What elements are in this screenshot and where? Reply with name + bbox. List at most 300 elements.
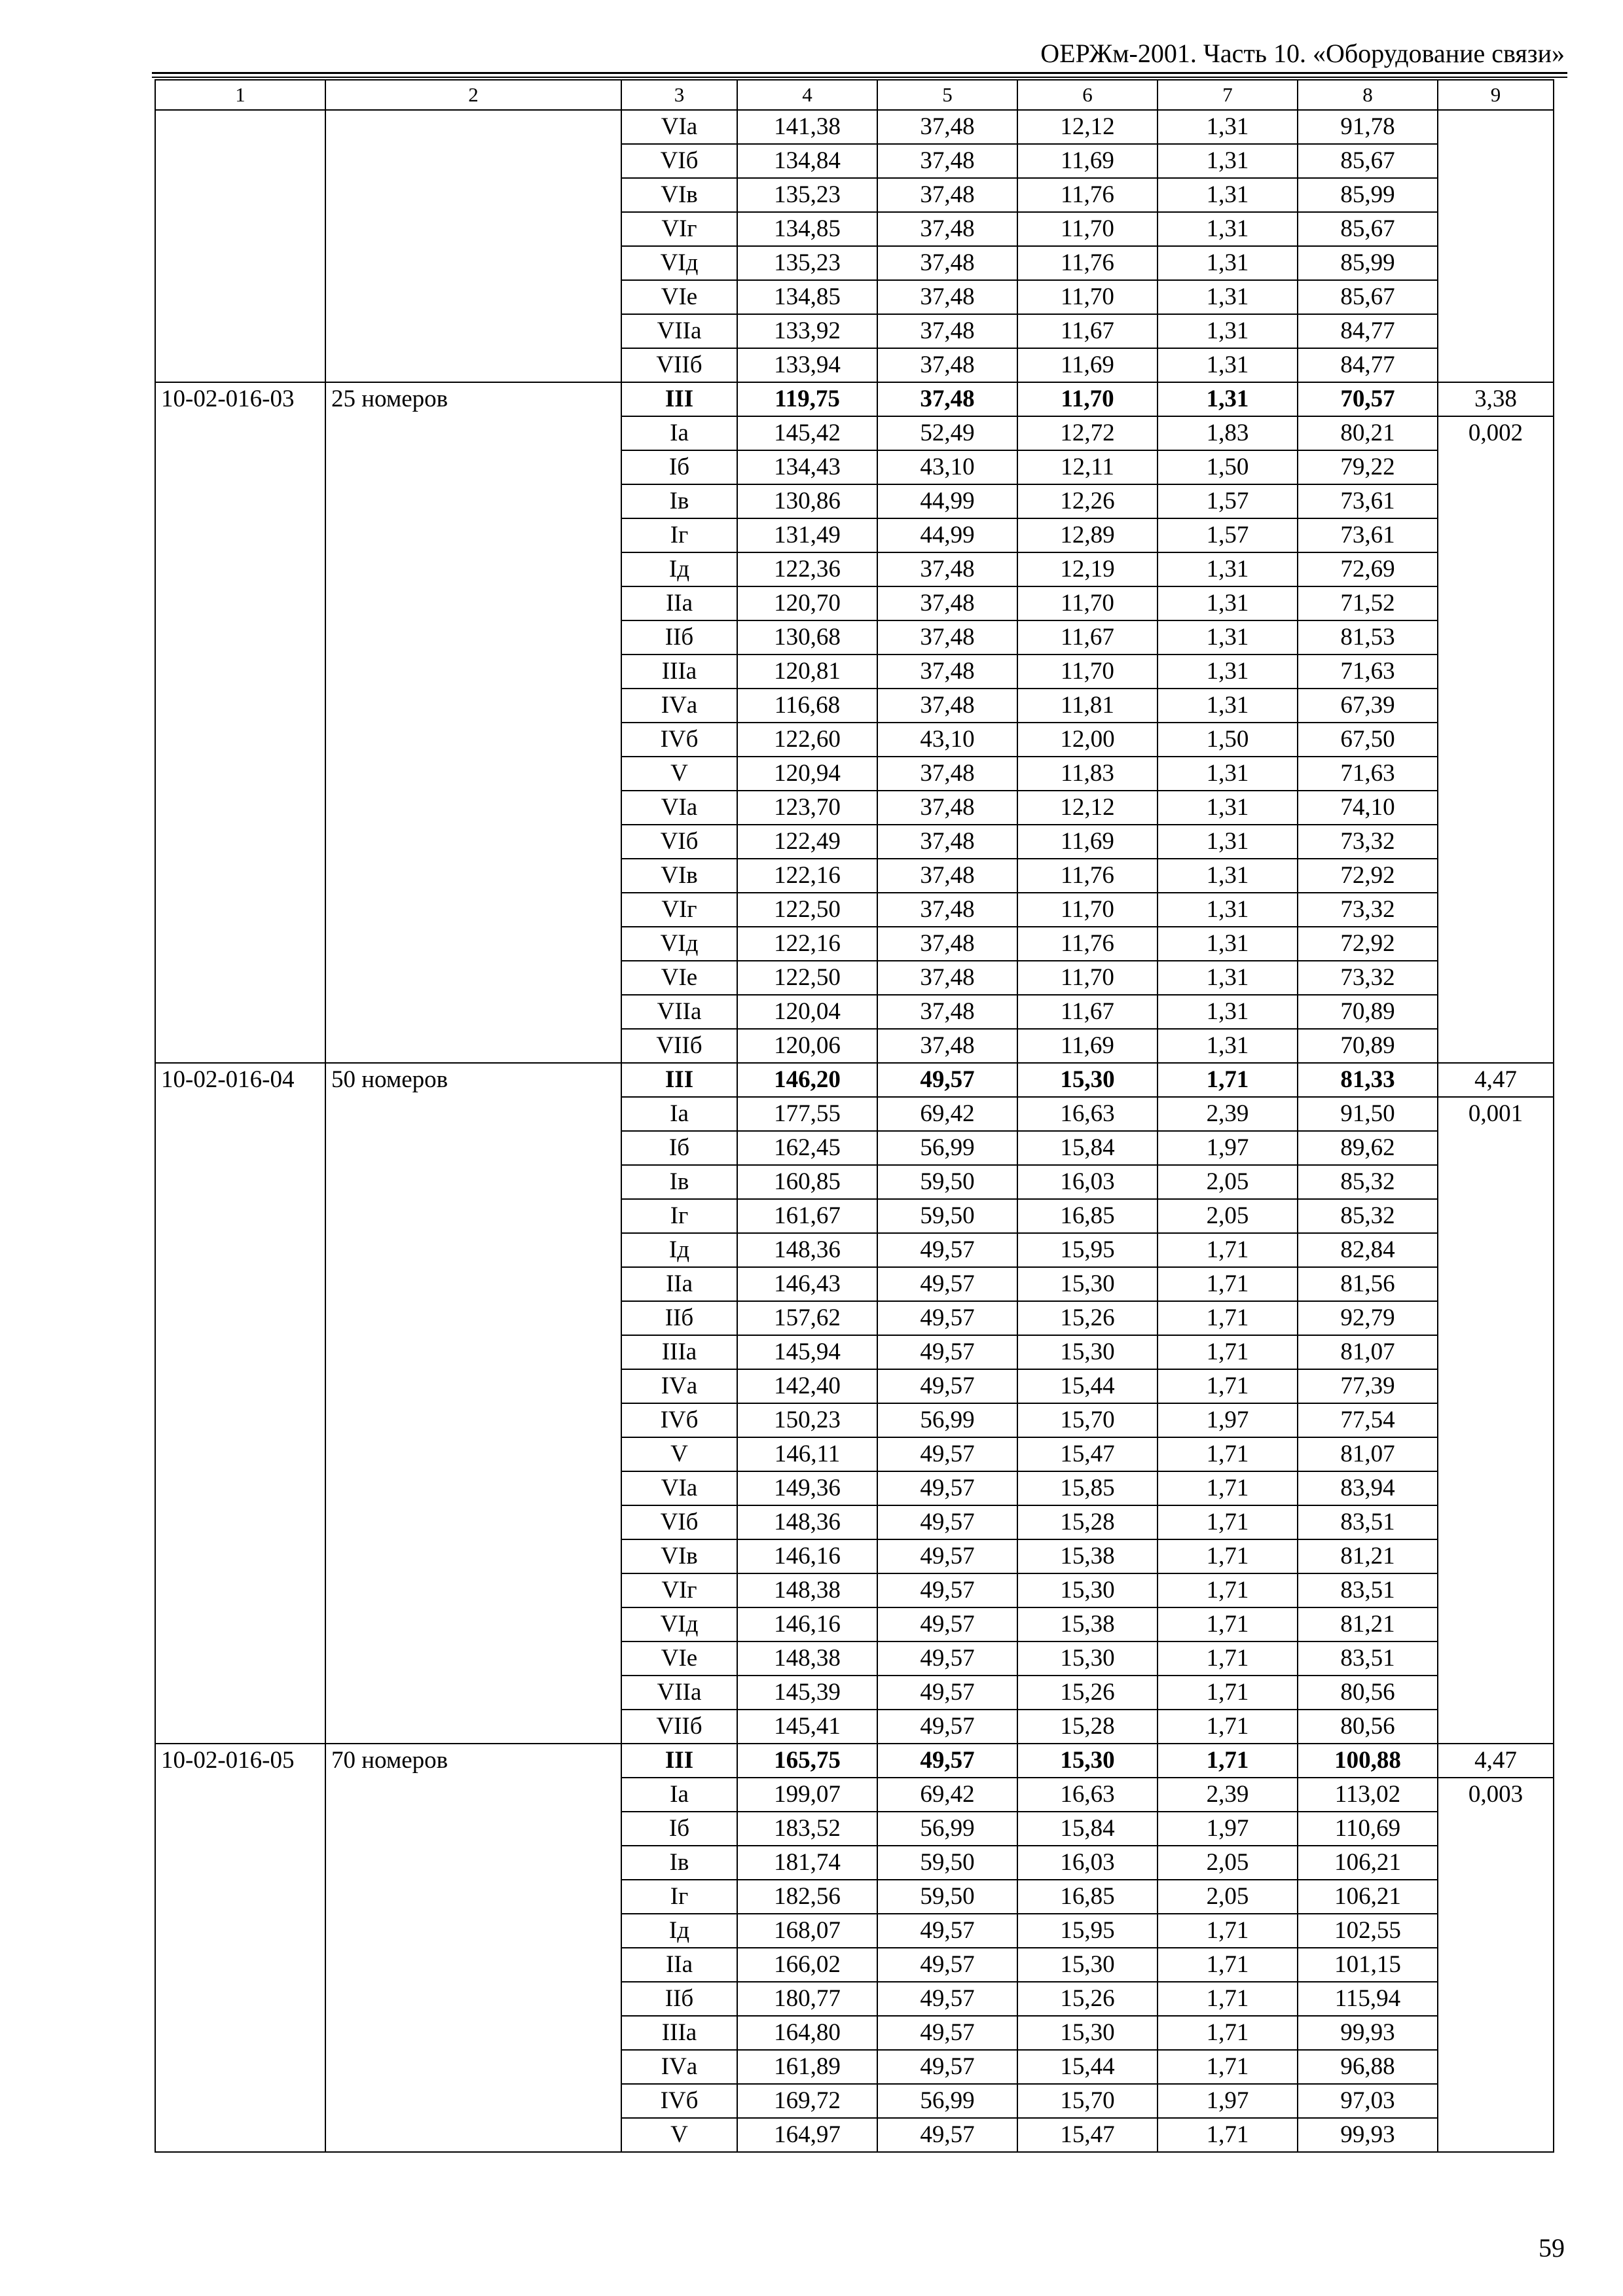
- driver-wages: 1,71: [1158, 2016, 1298, 2050]
- machine-cost: 12,12: [1017, 791, 1158, 825]
- driver-wages: 1,31: [1158, 655, 1298, 689]
- wages: 49,57: [877, 1063, 1017, 1097]
- tariff-group: VIв: [621, 178, 737, 212]
- wages: 37,48: [877, 314, 1017, 348]
- tariff-group: Iа: [621, 1778, 737, 1812]
- machine-cost: 12,12: [1017, 110, 1158, 144]
- wages: 43,10: [877, 723, 1017, 757]
- wages: 52,49: [877, 416, 1017, 450]
- materials-cost: 85,67: [1298, 144, 1438, 178]
- machine-cost: 11,81: [1017, 689, 1158, 723]
- total-cost: 122,16: [737, 859, 877, 893]
- total-cost: 177,55: [737, 1097, 877, 1131]
- table-row: [155, 110, 1554, 144]
- driver-wages: 1,71: [1158, 1573, 1298, 1607]
- total-cost: 135,23: [737, 178, 877, 212]
- materials-cost: 106,21: [1298, 1880, 1438, 1914]
- col9-value: 0,003: [1438, 1778, 1554, 2152]
- machine-cost: 15,84: [1017, 1131, 1158, 1165]
- wages: 69,42: [877, 1097, 1017, 1131]
- table-row: [155, 1744, 1554, 1778]
- total-cost: 157,62: [737, 1301, 877, 1335]
- tariff-group: Iа: [621, 1097, 737, 1131]
- materials-cost: 85,67: [1298, 280, 1438, 314]
- total-cost: 135,23: [737, 246, 877, 280]
- column-number-row: [155, 80, 1554, 110]
- total-cost: 148,38: [737, 1641, 877, 1676]
- tariff-group: VIг: [621, 1573, 737, 1607]
- total-cost: 145,42: [737, 416, 877, 450]
- tariff-group: V: [621, 1437, 737, 1471]
- total-cost: 160,85: [737, 1165, 877, 1199]
- driver-wages: 2,39: [1158, 1097, 1298, 1131]
- tariff-group: VIIа: [621, 314, 737, 348]
- wages: 49,57: [877, 1982, 1017, 2016]
- materials-cost: 85,99: [1298, 246, 1438, 280]
- materials-cost: 84,77: [1298, 314, 1438, 348]
- driver-wages: 2,05: [1158, 1880, 1298, 1914]
- driver-wages: 1,31: [1158, 1029, 1298, 1063]
- col9-value: 0,001: [1438, 1097, 1554, 1744]
- wages: 49,57: [877, 1233, 1017, 1267]
- tariff-group: Iа: [621, 416, 737, 450]
- tariff-group: Iв: [621, 1846, 737, 1880]
- total-cost: 122,60: [737, 723, 877, 757]
- machine-cost: 11,69: [1017, 144, 1158, 178]
- total-cost: 120,94: [737, 757, 877, 791]
- machine-cost: 11,76: [1017, 246, 1158, 280]
- driver-wages: 1,31: [1158, 110, 1298, 144]
- tariff-group: VIа: [621, 1471, 737, 1505]
- tariff-group: IIIа: [621, 1335, 737, 1369]
- column-number: 2: [325, 80, 621, 110]
- materials-cost: 82,84: [1298, 1233, 1438, 1267]
- machine-cost: 15,30: [1017, 1744, 1158, 1778]
- wages: 49,57: [877, 1641, 1017, 1676]
- materials-cost: 99,93: [1298, 2118, 1438, 2152]
- machine-cost: 15,84: [1017, 1812, 1158, 1846]
- machine-cost: 15,95: [1017, 1233, 1158, 1267]
- machine-cost: 12,72: [1017, 416, 1158, 450]
- total-cost: 134,84: [737, 144, 877, 178]
- wages: 49,57: [877, 1301, 1017, 1335]
- machine-cost: 11,67: [1017, 314, 1158, 348]
- driver-wages: 1,71: [1158, 1063, 1298, 1097]
- wages: 69,42: [877, 1778, 1017, 1812]
- materials-cost: 73,61: [1298, 518, 1438, 552]
- tariff-group: IIа: [621, 586, 737, 620]
- tariff-group: Iг: [621, 1880, 737, 1914]
- wages: 37,48: [877, 927, 1017, 961]
- wages: 37,48: [877, 144, 1017, 178]
- materials-cost: 97,03: [1298, 2084, 1438, 2118]
- driver-wages: 1,31: [1158, 689, 1298, 723]
- tariff-group: VIв: [621, 859, 737, 893]
- tariff-group: Iд: [621, 1233, 737, 1267]
- materials-cost: 99,93: [1298, 2016, 1438, 2050]
- materials-cost: 70,57: [1298, 382, 1438, 416]
- total-cost: 122,50: [737, 961, 877, 995]
- materials-cost: 80,56: [1298, 1676, 1438, 1710]
- wages: 43,10: [877, 450, 1017, 484]
- description-cell: [325, 110, 621, 382]
- column-number: 4: [737, 80, 877, 110]
- driver-wages: 1,31: [1158, 314, 1298, 348]
- wages: 37,48: [877, 552, 1017, 586]
- materials-cost: 113,02: [1298, 1778, 1438, 1812]
- machine-cost: 15,38: [1017, 1539, 1158, 1573]
- machine-cost: 16,03: [1017, 1165, 1158, 1199]
- materials-cost: 72,92: [1298, 927, 1438, 961]
- machine-cost: 11,70: [1017, 212, 1158, 246]
- wages: 59,50: [877, 1165, 1017, 1199]
- machine-cost: 11,69: [1017, 348, 1158, 382]
- driver-wages: 1,31: [1158, 552, 1298, 586]
- machine-cost: 11,67: [1017, 995, 1158, 1029]
- driver-wages: 1,31: [1158, 178, 1298, 212]
- machine-cost: 15,28: [1017, 1505, 1158, 1539]
- driver-wages: 1,71: [1158, 1607, 1298, 1641]
- materials-cost: 83,51: [1298, 1573, 1438, 1607]
- total-cost: 122,36: [737, 552, 877, 586]
- materials-cost: 79,22: [1298, 450, 1438, 484]
- driver-wages: 1,31: [1158, 586, 1298, 620]
- materials-cost: 102,55: [1298, 1914, 1438, 1948]
- tariff-group: Iд: [621, 1914, 737, 1948]
- total-cost: 131,49: [737, 518, 877, 552]
- materials-cost: 67,50: [1298, 723, 1438, 757]
- driver-wages: 1,31: [1158, 382, 1298, 416]
- driver-wages: 1,71: [1158, 1641, 1298, 1676]
- wages: 59,50: [877, 1199, 1017, 1233]
- driver-wages: 2,05: [1158, 1165, 1298, 1199]
- wages: 49,57: [877, 2118, 1017, 2152]
- wages: 56,99: [877, 1812, 1017, 1846]
- total-cost: 180,77: [737, 1982, 877, 2016]
- column-number: 7: [1158, 80, 1298, 110]
- driver-wages: 1,31: [1158, 859, 1298, 893]
- total-cost: 120,04: [737, 995, 877, 1029]
- item-code: 10-02-016-05: [155, 1744, 325, 2152]
- driver-wages: 1,50: [1158, 450, 1298, 484]
- tariff-group: VIIа: [621, 995, 737, 1029]
- materials-cost: 110,69: [1298, 1812, 1438, 1846]
- tariff-group: VIа: [621, 791, 737, 825]
- wages: 37,48: [877, 382, 1017, 416]
- total-cost: 122,50: [737, 893, 877, 927]
- driver-wages: 1,31: [1158, 620, 1298, 655]
- machine-cost: 15,38: [1017, 1607, 1158, 1641]
- materials-cost: 83,51: [1298, 1505, 1438, 1539]
- machine-cost: 15,30: [1017, 1267, 1158, 1301]
- tariff-group: IIб: [621, 1982, 737, 2016]
- total-cost: 142,40: [737, 1369, 877, 1403]
- materials-cost: 73,32: [1298, 825, 1438, 859]
- machine-cost: 11,76: [1017, 859, 1158, 893]
- total-cost: 146,16: [737, 1539, 877, 1573]
- machine-cost: 11,70: [1017, 893, 1158, 927]
- machine-cost: 11,70: [1017, 655, 1158, 689]
- driver-wages: 1,31: [1158, 995, 1298, 1029]
- materials-cost: 85,32: [1298, 1199, 1438, 1233]
- driver-wages: 1,31: [1158, 961, 1298, 995]
- wages: 37,48: [877, 995, 1017, 1029]
- materials-cost: 101,15: [1298, 1948, 1438, 1982]
- total-cost: 148,36: [737, 1505, 877, 1539]
- wages: 56,99: [877, 2084, 1017, 2118]
- driver-wages: 2,39: [1158, 1778, 1298, 1812]
- total-cost: 162,45: [737, 1131, 877, 1165]
- driver-wages: 1,31: [1158, 893, 1298, 927]
- column-number: 3: [621, 80, 737, 110]
- total-cost: 181,74: [737, 1846, 877, 1880]
- materials-cost: 81,21: [1298, 1539, 1438, 1573]
- machine-cost: 15,70: [1017, 1403, 1158, 1437]
- wages: 37,48: [877, 348, 1017, 382]
- total-cost: 134,85: [737, 212, 877, 246]
- wages: 49,57: [877, 1437, 1017, 1471]
- wages: 49,57: [877, 1573, 1017, 1607]
- tariff-group: III: [621, 382, 737, 416]
- wages: 49,57: [877, 2016, 1017, 2050]
- total-cost: 148,38: [737, 1573, 877, 1607]
- tariff-group: III: [621, 1744, 737, 1778]
- wages: 37,48: [877, 791, 1017, 825]
- materials-cost: 91,50: [1298, 1097, 1438, 1131]
- driver-wages: 1,71: [1158, 1437, 1298, 1471]
- tariff-group: VIд: [621, 246, 737, 280]
- tariff-group: Iб: [621, 1131, 737, 1165]
- wages: 37,48: [877, 178, 1017, 212]
- table-row: [155, 382, 1554, 416]
- driver-wages: 1,50: [1158, 723, 1298, 757]
- total-cost: 182,56: [737, 1880, 877, 1914]
- total-cost: 120,06: [737, 1029, 877, 1063]
- total-cost: 120,81: [737, 655, 877, 689]
- wages: 49,57: [877, 1744, 1017, 1778]
- materials-cost: 85,67: [1298, 212, 1438, 246]
- driver-wages: 1,57: [1158, 518, 1298, 552]
- tariff-group: IIа: [621, 1948, 737, 1982]
- total-cost: 145,39: [737, 1676, 877, 1710]
- wages: 49,57: [877, 1369, 1017, 1403]
- tariff-group: IIIа: [621, 2016, 737, 2050]
- tariff-group: VIв: [621, 1539, 737, 1573]
- total-cost: 134,85: [737, 280, 877, 314]
- total-cost: 164,97: [737, 2118, 877, 2152]
- tariff-group: Iб: [621, 450, 737, 484]
- tariff-group: VIд: [621, 1607, 737, 1641]
- driver-wages: 1,71: [1158, 1267, 1298, 1301]
- tariff-group: VIб: [621, 825, 737, 859]
- tariff-group: Iб: [621, 1812, 737, 1846]
- tariff-group: IVб: [621, 723, 737, 757]
- machine-cost: 15,95: [1017, 1914, 1158, 1948]
- driver-wages: 1,31: [1158, 144, 1298, 178]
- wages: 49,57: [877, 1914, 1017, 1948]
- machine-cost: 12,00: [1017, 723, 1158, 757]
- machine-cost: 11,76: [1017, 178, 1158, 212]
- driver-wages: 1,71: [1158, 1914, 1298, 1948]
- machine-cost: 11,67: [1017, 620, 1158, 655]
- wages: 49,57: [877, 1710, 1017, 1744]
- tariff-group: VIд: [621, 927, 737, 961]
- tariff-group: IIIа: [621, 655, 737, 689]
- wages: 59,50: [877, 1880, 1017, 1914]
- total-cost: 149,36: [737, 1471, 877, 1505]
- total-cost: 130,68: [737, 620, 877, 655]
- materials-cost: 71,52: [1298, 586, 1438, 620]
- materials-cost: 85,99: [1298, 178, 1438, 212]
- materials-cost: 73,61: [1298, 484, 1438, 518]
- machine-cost: 11,69: [1017, 1029, 1158, 1063]
- total-cost: 168,07: [737, 1914, 877, 1948]
- machine-cost: 11,83: [1017, 757, 1158, 791]
- driver-wages: 1,31: [1158, 927, 1298, 961]
- tariff-group: IVа: [621, 2050, 737, 2084]
- tariff-group: IVб: [621, 2084, 737, 2118]
- materials-cost: 81,56: [1298, 1267, 1438, 1301]
- item-name: 50 номеров: [325, 1063, 621, 1744]
- wages: 44,99: [877, 518, 1017, 552]
- machine-cost: 11,70: [1017, 961, 1158, 995]
- total-cost: 169,72: [737, 2084, 877, 2118]
- machine-cost: 15,30: [1017, 1641, 1158, 1676]
- machine-cost: 11,70: [1017, 586, 1158, 620]
- machine-cost: 15,30: [1017, 1063, 1158, 1097]
- driver-wages: 1,97: [1158, 1812, 1298, 1846]
- tariff-group: IVб: [621, 1403, 737, 1437]
- materials-cost: 92,79: [1298, 1301, 1438, 1335]
- col9-value: 4,47: [1438, 1063, 1554, 1097]
- header-rule: [152, 72, 1567, 74]
- total-cost: 166,02: [737, 1948, 877, 1982]
- materials-cost: 81,21: [1298, 1607, 1438, 1641]
- total-cost: 122,49: [737, 825, 877, 859]
- wages: 37,48: [877, 961, 1017, 995]
- column-number: 6: [1017, 80, 1158, 110]
- materials-cost: 80,56: [1298, 1710, 1438, 1744]
- total-cost: 116,68: [737, 689, 877, 723]
- total-cost: 122,16: [737, 927, 877, 961]
- machine-cost: 11,70: [1017, 280, 1158, 314]
- machine-cost: 11,70: [1017, 382, 1158, 416]
- driver-wages: 1,97: [1158, 2084, 1298, 2118]
- total-cost: 146,16: [737, 1607, 877, 1641]
- wages: 56,99: [877, 1131, 1017, 1165]
- machine-cost: 16,63: [1017, 1778, 1158, 1812]
- materials-cost: 71,63: [1298, 655, 1438, 689]
- wages: 37,48: [877, 893, 1017, 927]
- driver-wages: 1,71: [1158, 1505, 1298, 1539]
- item-code: 10-02-016-04: [155, 1063, 325, 1744]
- total-cost: 141,38: [737, 110, 877, 144]
- wages: 49,57: [877, 1539, 1017, 1573]
- materials-cost: 81,07: [1298, 1437, 1438, 1471]
- total-cost: 146,20: [737, 1063, 877, 1097]
- materials-cost: 74,10: [1298, 791, 1438, 825]
- running-header: ОЕРЖм-2001. Часть 10. «Оборудование связи»: [1040, 39, 1565, 68]
- total-cost: 199,07: [737, 1778, 877, 1812]
- col9-value: 3,38: [1438, 382, 1554, 416]
- tariff-group: Iг: [621, 1199, 737, 1233]
- materials-cost: 72,69: [1298, 552, 1438, 586]
- tariff-group: IIа: [621, 1267, 737, 1301]
- driver-wages: 1,71: [1158, 1982, 1298, 2016]
- machine-cost: 15,30: [1017, 1573, 1158, 1607]
- machine-cost: 16,85: [1017, 1880, 1158, 1914]
- machine-cost: 15,47: [1017, 2118, 1158, 2152]
- driver-wages: 1,31: [1158, 212, 1298, 246]
- materials-cost: 96,88: [1298, 2050, 1438, 2084]
- tariff-group: VIIб: [621, 1710, 737, 1744]
- machine-cost: 15,44: [1017, 2050, 1158, 2084]
- item-name: 70 номеров: [325, 1744, 621, 2152]
- materials-cost: 81,07: [1298, 1335, 1438, 1369]
- driver-wages: 1,71: [1158, 1710, 1298, 1744]
- machine-cost: 15,26: [1017, 1982, 1158, 2016]
- table-row: [155, 1063, 1554, 1097]
- wages: 49,57: [877, 1335, 1017, 1369]
- driver-wages: 1,31: [1158, 280, 1298, 314]
- col9-value: 4,47: [1438, 1744, 1554, 1778]
- tariff-group: IVа: [621, 689, 737, 723]
- driver-wages: 2,05: [1158, 1199, 1298, 1233]
- machine-cost: 15,30: [1017, 1335, 1158, 1369]
- tariff-group: VIг: [621, 893, 737, 927]
- machine-cost: 16,85: [1017, 1199, 1158, 1233]
- tariff-group: IVа: [621, 1369, 737, 1403]
- wages: 49,57: [877, 2050, 1017, 2084]
- materials-cost: 73,32: [1298, 961, 1438, 995]
- wages: 37,48: [877, 280, 1017, 314]
- total-cost: 150,23: [737, 1403, 877, 1437]
- machine-cost: 16,63: [1017, 1097, 1158, 1131]
- materials-cost: 106,21: [1298, 1846, 1438, 1880]
- tariff-group: IIб: [621, 1301, 737, 1335]
- header-rule-thin: [152, 77, 1567, 78]
- item-name: 25 номеров: [325, 382, 621, 1063]
- wages: 37,48: [877, 246, 1017, 280]
- materials-cost: 84,77: [1298, 348, 1438, 382]
- materials-cost: 67,39: [1298, 689, 1438, 723]
- machine-cost: 15,26: [1017, 1301, 1158, 1335]
- machine-cost: 12,89: [1017, 518, 1158, 552]
- code-cell: [155, 110, 325, 382]
- machine-cost: 15,30: [1017, 2016, 1158, 2050]
- total-cost: 146,43: [737, 1267, 877, 1301]
- driver-wages: 1,71: [1158, 2050, 1298, 2084]
- wages: 59,50: [877, 1846, 1017, 1880]
- materials-cost: 70,89: [1298, 1029, 1438, 1063]
- price-table: [155, 79, 1554, 2153]
- wages: 44,99: [877, 484, 1017, 518]
- item-code: 10-02-016-03: [155, 382, 325, 1063]
- tariff-group: III: [621, 1063, 737, 1097]
- tariff-group: VIIа: [621, 1676, 737, 1710]
- wages: 37,48: [877, 859, 1017, 893]
- wages: 37,48: [877, 1029, 1017, 1063]
- materials-cost: 77,54: [1298, 1403, 1438, 1437]
- materials-cost: 81,33: [1298, 1063, 1438, 1097]
- wages: 37,48: [877, 689, 1017, 723]
- total-cost: 120,70: [737, 586, 877, 620]
- tariff-group: VIа: [621, 110, 737, 144]
- column-number: 9: [1438, 80, 1554, 110]
- total-cost: 133,94: [737, 348, 877, 382]
- tariff-group: IIб: [621, 620, 737, 655]
- driver-wages: 2,05: [1158, 1846, 1298, 1880]
